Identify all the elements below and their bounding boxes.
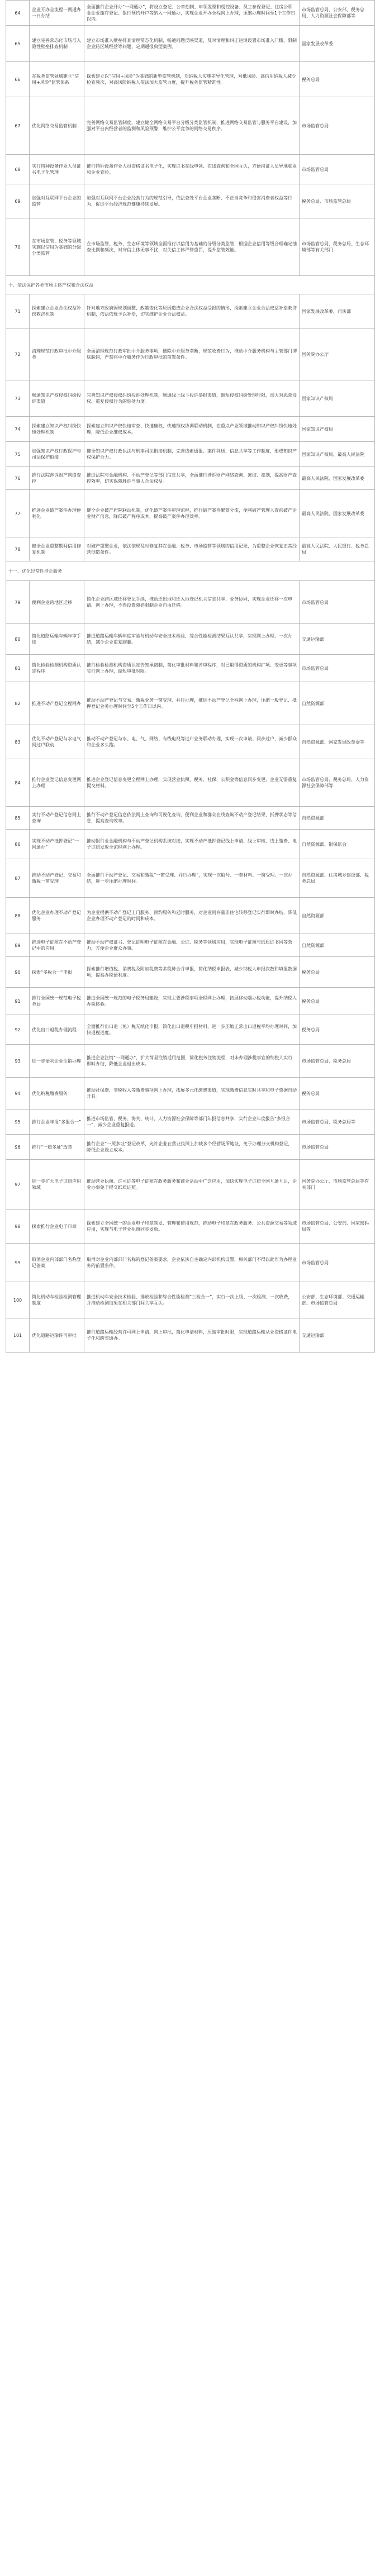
responsible-department: 市场监管总局 [300,1135,375,1160]
table-row [6,442,375,467]
responsible-department: 市场监管总局、税务总局、人力资源社会保障部等 [300,759,375,807]
measure-number: 71 [6,294,30,328]
responsible-department: 交通运输部 [300,1318,375,1353]
measure-number: 79 [6,581,30,624]
measure-description: 探索建立以“信用+风险”为基础的新型监管机制，对纳税人实施差异化管理，对低风险、高信用纳税人减少检查频次，对高风险纳税人依法加大监管力度，提升税务监管精准性。 [84,62,300,97]
measure-description: 全面清理规范行政审批中介服务事项，破除中介服务垄断，规范收费行为，推动中介服务机构与主管部门彻底脱钩，严禁将中介服务作为行政审批的前置条件。 [84,328,300,380]
measure-description: 建立市场准入壁垒排查清理常态化机制，畅通问题反映渠道，及时清理和纠正违规设置市场准入门槛、限制企业跨区域经营等问题，定期通报典型案例。 [84,26,300,62]
measure-description: 推动社保费、非税收入等缴费事项网上办理，拓展多元化缴费渠道，实现缴费信息实时共享和电子票据自动开具。 [84,1078,300,1110]
measure-name: 优化不动产登记与水电气网过户联动 [30,725,84,759]
responsible-department: 自然资源部、银保监会 [300,830,375,859]
table-row [6,581,375,624]
measure-description: 针对地方政府因规划调整、政策变化等原因造成企业合法权益受损的情形，探索建立企业合法权益补偿救济机制，依法依规予以补偿，切实维护企业合法权益。 [84,294,300,328]
table-row [6,934,375,957]
table-row [6,1045,375,1078]
measure-number: 85 [6,807,30,830]
table-row [6,1210,375,1244]
reform-measures-body [6,1,375,1353]
measure-name: 畅通知识产权侵权纠纷投诉渠道 [30,380,84,417]
measure-description: 推行不动产登记信息依法网上查询和可视化查询，便利企业和群众在线查询不动产登记结果、抵押状态等信息，提高查询效率。 [84,807,300,830]
responsible-department: 最高人民法院、国家发展改革委 [300,467,375,490]
measure-name: 优化纳税缴费服务 [30,1078,84,1110]
measure-description: 健全企业破产府院联动机制，优化破产案件审理流程，推行破产案件繁简分流，便利破产管理人查询破产企业财产信息，降低破产程序成本，提高破产案件办理效率。 [84,490,300,537]
measure-number: 72 [6,328,30,380]
measure-name: 优化网络交易监管机制 [30,97,84,155]
measure-description: 探索建立知识产权快速审查、快速确权、快速维权协调联动机制，在重点产业领域推动知识产权纠纷快速处理，降低企业维权成本。 [84,417,300,442]
measure-description: 全面推行企业开办“一网通办”，将设立登记、公章刻制、申领发票和税控设备、员工参保登记、住房公积金企业缴存登记、银行预约开户等纳入一网通办，实现企业开办全程网上办理，压缩办理时间至1个工作日以内。 [84,1,300,26]
measure-number: 89 [6,934,30,957]
measure-number: 66 [6,62,30,97]
table-row [6,490,375,537]
measure-description: 探索建立全国统一的企业电子印章制发、管理和使用规范，推动电子印章在政务服务、公共资源交易等领域应用，实现与电子营业执照同步发放。 [84,1210,300,1244]
responsible-department: 国家知识产权局、最高人民法院 [300,442,375,467]
responsible-department: 市场监管总局、税务总局等 [300,1110,375,1135]
measure-name: 在税务监管领域建立“信用+风险”监管体系 [30,62,84,97]
measure-name: 简化检验检测机构资质认定程序 [30,655,84,682]
measure-description: 取消对企业内部部门名称的登记备案要求，企业依法自主确定内部机构设置，相关部门不得以此作为办理业务的前置条件。 [84,1244,300,1282]
measure-name: 推动不动产登记、交易和缴税一窗受理 [30,859,84,898]
measure-name: 优化道路运输许可审批 [30,1318,84,1353]
measure-description: 推动银行业金融机构与不动产登记机构系统对接，实现不动产抵押登记线上申请、线上审核、线上缴费、电子证照发放全流程网上办理。 [84,830,300,859]
section-heading-row [6,276,375,294]
table-row [6,184,375,218]
responsible-department: 税务总局 [300,62,375,97]
responsible-department: 税务总局 [300,957,375,988]
measure-description: 推进全国统一规范的电子税务局建设，实现主要涉税事项全程网上办理，拓展移动端办税功能，提升纳税人办税体验。 [84,988,300,1015]
table-row [6,1282,375,1318]
responsible-department: 国家发展改革委、司法部 [300,294,375,328]
measure-number: 88 [6,898,30,934]
measure-number: 77 [6,490,30,537]
measure-name: 推进电子证照在不动产登记中的应用 [30,934,84,957]
measure-number: 82 [6,682,30,725]
responsible-department: 市场监管总局、公安部、国家密码局等 [300,1210,375,1244]
measure-description: 推行道路运输经营许可网上申请、网上审批，简化申请材料，压缩审批时限，实现道路运输从业资格证件电子化和跨省通办。 [84,1318,300,1353]
measure-number: 83 [6,725,30,759]
measure-name: 清理规范行政审批中介服务 [30,328,84,380]
measure-name: 建立完善常态化市场准入隐性壁垒排查机制 [30,26,84,62]
measure-number: 94 [6,1078,30,1110]
measure-description: 全面推行不动产登记、交易和缴税“一窗受理、并行办理”，实现一次取号、一套材料、一窗受理、一次办结，进一步压缩办理时间。 [84,859,300,898]
measure-name: 探索建立知识产权纠纷快速处理机制 [30,417,84,442]
responsible-department: 最高人民法院、国家发展改革委 [300,490,375,537]
responsible-department: 税务总局 [300,1078,375,1110]
measure-name: 推进不动产登记全程网办 [30,682,84,725]
table-row [6,1244,375,1282]
measure-description: 推进道路运输车辆年度审验与机动车安全技术检验、综合性能检测结果互认共享，实现网上办理、一次办结，减少企业重复跑腿。 [84,624,300,655]
measure-number: 92 [6,1015,30,1045]
measure-number: 67 [6,97,30,155]
section-heading-row [6,561,375,581]
responsible-department: 自然资源部、住房城乡建设部、税务总局 [300,859,375,898]
measure-number: 69 [6,184,30,218]
table-row [6,759,375,807]
measure-name: 推行“一照多址”改革 [30,1135,84,1160]
measure-name: 推行法院涉诉财产网络查控 [30,467,84,490]
responsible-department: 市场监管总局、税务总局 [300,1045,375,1078]
measure-name: 简化道路运输车辆年审手续 [30,624,84,655]
measure-name: 推进企业破产案件办理便利化 [30,490,84,537]
measure-number: 93 [6,1045,30,1078]
table-row [6,467,375,490]
measure-description: 推动不动产权证书、登记证明电子证照在金融、公证、税务等领域应用，实现电子证照与纸质证书同等效力，方便企业群众办事。 [84,934,300,957]
measure-name: 推行企业年报“多报合一” [30,1110,84,1135]
measure-number: 100 [6,1282,30,1318]
measure-number: 78 [6,537,30,561]
measure-number: 84 [6,759,30,807]
measure-number: 87 [6,859,30,898]
measure-name: 企业开办全流程一网通办一日办结 [30,1,84,26]
measure-name: 推行企业登记信息变更网上办理 [30,759,84,807]
responsible-department: 税务总局 [300,988,375,1015]
responsible-department: 市场监管总局 [300,581,375,624]
table-row [6,1015,375,1045]
measure-number: 68 [6,155,30,184]
measure-description: 推进企业登记信息变更全程网上办理，实现营业执照、税务、社保、公积金等信息同步变更，企业无需重复提交材料。 [84,759,300,807]
measure-name: 取消企业内部部门名称登记备案 [30,1244,84,1282]
measure-description: 推动不动产登记与交易、缴税业务一窗受理、并行办理，推进不动产登记全程网上办理，压缩一般登记、抵押登记业务办理时间至5个工作日以内。 [84,682,300,725]
responsible-department: 国家发展改革委 [300,26,375,62]
measure-name: 进一步扩大电子证照应用领域 [30,1160,84,1210]
table-row [6,859,375,898]
measure-description: 推进机动车安全技术检验、排放检验和综合性能检测“三检合一”，实行一次上线、一次检测、一次收费，并推动检测结果在相关部门间共享互认。 [84,1282,300,1318]
measure-number: 81 [6,655,30,682]
measure-description: 推行特种设备作业人员资格证书电子化，实现证书在线申领、在线查询和全国互认，方便持证人员异地就业和企业查验。 [84,155,300,184]
table-row [6,417,375,442]
measure-number: 73 [6,380,30,417]
measure-number: 86 [6,830,30,859]
responsible-department: 市场监管总局、税务总局、生态环境部等有关部门 [300,218,375,276]
table-row [6,537,375,561]
measure-name: 实行不动产登记信息网上查询 [30,807,84,830]
measure-number: 65 [6,26,30,62]
responsible-department: 市场监管总局 [300,655,375,682]
table-row [6,957,375,988]
responsible-department: 自然资源部 [300,934,375,957]
measure-name: 实行特种设备作业人员证书电子化管理 [30,155,84,184]
table-row [6,155,375,184]
measure-number: 64 [6,1,30,26]
table-row [6,624,375,655]
measure-description: 推动营业执照、许可证等电子证照在政务服务和商业活动中广泛应用，加快实现电子证照全国互通互认，企业办事免于提交纸质证照。 [84,1160,300,1210]
measure-description: 推动不动产登记与水、电、气、网络、有线电视等过户业务联动办理，实现一次申请、同步过户，减少群众和企业多头跑。 [84,725,300,759]
section-heading: 十、依法保护各类市场主体产权和合法权益 [6,276,375,294]
measure-description: 推进法院与金融机构、不动产登记等部门信息共享，全面推行涉诉财产网络查询、冻结、扣划，提高财产查控效率，切实保障胜诉当事人合法权益。 [84,467,300,490]
table-row [6,655,375,682]
measure-name: 在市场监管、税务等领域实施以信用为基础的分级分类监管 [30,218,84,276]
measure-number: 99 [6,1244,30,1282]
table-row [6,26,375,62]
measure-name: 便利企业跨地区迁移 [30,581,84,624]
responsible-department: 自然资源部 [300,898,375,934]
measure-description: 推行企业“一照多址”登记改革，允许企业在营业执照上加载多个经营场所地址，免于办理分支机构登记，降低企业设立成本。 [84,1135,300,1160]
measure-number: 91 [6,988,30,1015]
measure-name: 优化出口退税办理流程 [30,1015,84,1045]
table-row [6,830,375,859]
table-row [6,1,375,26]
responsible-department: 市场监管总局、公安部、税务总局、人力资源社会保障部等 [300,1,375,26]
table-row [6,380,375,417]
responsible-department: 税务总局、市场监管总局 [300,184,375,218]
table-row [6,807,375,830]
measure-number: 74 [6,417,30,442]
measure-description: 推进企业注销“一网通办”，扩大简易注销适用范围，简化税务注销流程，对未办理涉税事宜的纳税人实行即时办结，降低企业退出成本。 [84,1045,300,1078]
measure-name: 加强知识产权行政保护与司法保护衔接 [30,442,84,467]
responsible-department: 税务总局 [300,1015,375,1045]
measure-name: 探索“多税合一”申报 [30,957,84,988]
table-row [6,725,375,759]
measure-number: 76 [6,467,30,490]
table-row [6,682,375,725]
measure-description: 简化企业跨区域迁移登记手续，推动迁出地和迁入地登记机关信息共享、业务协同，实现企业迁移一次申请、网上办理，不得设置障碍限制企业自由迁移。 [84,581,300,624]
table-row [6,1135,375,1160]
measure-name: 优化企业办理不动产登记服务 [30,898,84,934]
measure-description: 为企业提供不动产登记上门服务、预约服务和延时服务，对企业间存量非住宅转移登记实行即时办结，降低企业办理不动产登记的时间和成本。 [84,898,300,934]
table-row [6,1160,375,1210]
measure-description: 完善网络交易监管制度，建立健全网络交易平台分级分类监管机制，推进网络交易监管与服务平台建设，加强对平台内经营者的监测和风险预警，维护公平竞争的网络交易秩序。 [84,97,300,155]
measure-name: 探索推行企业电子印章 [30,1210,84,1244]
responsible-department: 国务院办公厅、市场监管总局等有关部门 [300,1160,375,1210]
responsible-department: 国家知识产权局 [300,380,375,417]
responsible-department: 自然资源部 [300,682,375,725]
responsible-department: 国家知识产权局 [300,417,375,442]
measure-description: 全面推行出口退（免）税无纸化申报，简化出口退税申报材料，进一步压缩正常出口退税平均办理时间，加快退税进度。 [84,1015,300,1045]
measure-description: 推进市场监管、税务、海关、统计、人力资源社会保障等部门年报信息共享，实行企业年度报告“多报合一”，减少企业重复报送。 [84,1110,300,1135]
table-row [6,898,375,934]
responsible-department: 公安部、生态环境部、交通运输部、市场监管总局 [300,1282,375,1318]
measure-number: 90 [6,957,30,988]
responsible-department: 市场监管总局 [300,1244,375,1282]
measure-description: 完善知识产权侵权纠纷投诉处理机制，畅通线上线下投诉举报渠道，缩短侵权纠纷处理时限，加大对恶意侵权、重复侵权行为的惩处力度。 [84,380,300,417]
table-row [6,218,375,276]
responsible-department: 最高人民法院、人民银行、税务总局 [300,537,375,561]
measure-number: 95 [6,1110,30,1135]
reform-measures-table [6,0,375,1353]
measure-name: 健全企业重整期间信用修复机制 [30,537,84,561]
measure-name: 推行全国统一规范电子税务局 [30,988,84,1015]
table-row [6,1078,375,1110]
responsible-department: 国务院办公厅 [300,328,375,380]
measure-description: 加强对互联网平台企业经营行为的规范引导，依法查处平台企业垄断、不正当竞争和侵害消费者权益等行为，促进平台经济规范健康持续发展。 [84,184,300,218]
responsible-department: 市场监管总局 [300,97,375,155]
measure-number: 98 [6,1210,30,1244]
measure-name: 探索建立企业合法权益补偿救济机制 [30,294,84,328]
measure-number: 96 [6,1135,30,1160]
table-row [6,988,375,1015]
measure-description: 在市场监管、税务、生态环境等领域全面推行以信用为基础的分级分类监管，根据企业信用等级合理确定抽查比例和频次，对守信主体无事不扰，对失信主体严管重罚，提升监管效能。 [84,218,300,276]
table-row [6,328,375,380]
table-row [6,1110,375,1135]
table-row [6,294,375,328]
responsible-department: 自然资源部 [300,807,375,830]
responsible-department: 市场监管总局 [300,155,375,184]
measure-name: 加强对互联网平台企业的监管 [30,184,84,218]
table-row [6,1318,375,1353]
measure-number: 70 [6,218,30,276]
measure-description: 探索推行增值税、消费税及附加税费等多税种合并申报，简化纳税申报表，减少纳税人申报次数和填报数据项，提高办税便利度。 [84,957,300,988]
responsible-department: 交通运输部 [300,624,375,655]
measure-name: 进一步便利企业注销办理 [30,1045,84,1078]
section-heading: 十一、优化经常性涉企服务 [6,561,375,581]
measure-name: 简化机动车检验检测管理制度 [30,1282,84,1318]
measure-number: 75 [6,442,30,467]
measure-description: 推行检验检测机构资质认定告知承诺制，简化审批材料和评审程序，对已取得资质的机构扩项、变更等事项实行网上办理，缩短审批时限。 [84,655,300,682]
measure-name: 实现不动产抵押登记“一网通办” [30,830,84,859]
measure-description: 对破产重整企业，依法依规及时修复其在金融、税务、市场监管等领域的信用记录，为重整企业恢复正常经营创造条件。 [84,537,300,561]
measure-number: 97 [6,1160,30,1210]
responsible-department: 自然资源部、国家发展改革委等 [300,725,375,759]
measure-number: 80 [6,624,30,655]
measure-number: 101 [6,1318,30,1353]
table-row [6,62,375,97]
measure-description: 健全知识产权行政执法与刑事司法衔接机制，完善线索通报、案件移送、信息共享等工作制度，形成知识产权保护合力。 [84,442,300,467]
table-row [6,97,375,155]
